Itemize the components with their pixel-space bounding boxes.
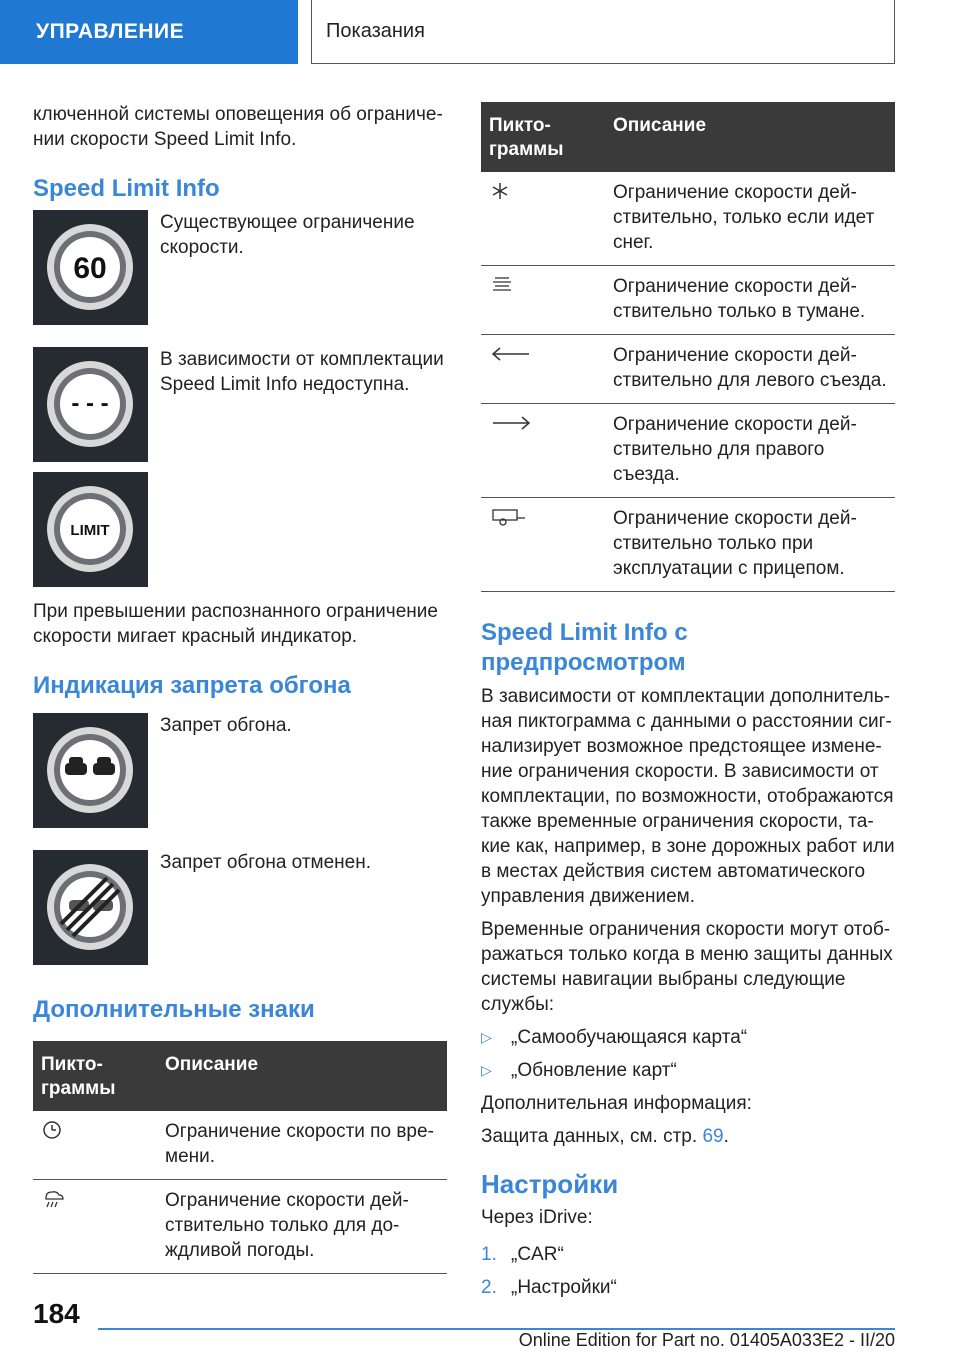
table-row xyxy=(481,498,895,592)
speed-limit-info-heading: Speed Limit Info xyxy=(33,175,220,202)
triangle-bullet-icon: ▷ xyxy=(481,1062,492,1078)
sign-row-limit xyxy=(33,472,447,587)
desc-cell: Ограничение скорости действительно только в тумане. xyxy=(605,266,895,335)
table-row xyxy=(481,335,895,404)
page-link[interactable]: 69 xyxy=(702,1126,724,1147)
page-number: 184 xyxy=(33,1298,80,1329)
list-item xyxy=(481,1275,895,1300)
desc-cell: Ограничение скорости действительно для правого съезда. xyxy=(605,404,895,498)
step-number: 1. xyxy=(481,1244,497,1265)
snowflake-icon xyxy=(489,180,511,202)
step-number: 2. xyxy=(481,1277,497,1298)
desc-cell: Ограничение скорости действительно только для дождливой погоды. xyxy=(157,1180,447,1274)
sign-text-60: 60 xyxy=(73,252,107,285)
sign-desc: В зависимости от комплектации Speed Limit Info недоступна. xyxy=(160,349,444,395)
table-header-row xyxy=(33,1041,447,1111)
table-row xyxy=(481,172,895,266)
pict-cell xyxy=(481,404,605,498)
pict-cell xyxy=(33,1111,157,1180)
triangle-bullet-icon: ▷ xyxy=(481,1029,492,1045)
no-overtaking-heading: Индикация запрета обгона xyxy=(33,672,351,699)
col-header-description: Описание xyxy=(605,102,895,172)
clock-icon xyxy=(41,1119,63,1141)
additional-signs-heading: Дополнительные знаки xyxy=(33,996,315,1023)
header-subsection: Показания xyxy=(311,0,895,64)
fog-icon xyxy=(489,274,515,296)
unavailable-sign-icon xyxy=(33,347,148,462)
data-protection-ref xyxy=(481,1124,895,1149)
exceed-note: При превышении распознанного ограничение скорости мигает красный индикатор. xyxy=(33,601,438,647)
trailer-icon xyxy=(489,506,529,528)
pict-cell xyxy=(481,172,605,266)
desc-cell: Ограничение скорости действительно только при эксплуатации с прицепом. xyxy=(605,498,895,592)
col-header-pictograms: Пиктограммы xyxy=(481,102,605,172)
additional-signs-table xyxy=(33,1041,447,1274)
table-row xyxy=(481,266,895,335)
rain-icon xyxy=(41,1188,65,1210)
pict-cell xyxy=(481,498,605,592)
limit-sign-icon xyxy=(33,472,148,587)
left-column xyxy=(33,102,447,1274)
list-item xyxy=(481,1242,895,1267)
sign-desc: Запрет обгона. xyxy=(160,715,292,736)
sign-row-unavailable xyxy=(33,347,447,462)
pict-cell xyxy=(481,266,605,335)
settings-intro: Через iDrive: xyxy=(481,1207,593,1228)
pictogram-table xyxy=(481,102,895,592)
preview-heading: Speed Limit Info с предпросмотром xyxy=(481,619,688,676)
list-item xyxy=(481,1025,895,1050)
sign-text-limit: LIMIT xyxy=(70,522,110,539)
sign-row-60 xyxy=(33,210,447,325)
sign-desc: Запрет обгона отменен. xyxy=(160,852,371,873)
sign-text-dashes: - - - xyxy=(71,390,109,417)
pict-cell xyxy=(33,1180,157,1274)
pict-cell xyxy=(481,335,605,404)
table-row xyxy=(33,1180,447,1274)
bullet-text: „Обновление карт“ xyxy=(511,1060,677,1081)
more-info-label: Дополнительная информация: xyxy=(481,1093,752,1114)
no-overtaking-end-sign-icon xyxy=(33,850,148,965)
table-row xyxy=(481,404,895,498)
ref-end: . xyxy=(723,1126,729,1147)
step-text: „CAR“ xyxy=(511,1244,564,1265)
col-header-pictograms: Пиктограммы xyxy=(33,1041,157,1111)
no-overtaking-sign-icon xyxy=(33,713,148,828)
sign-desc: Существующее ограничение скорости. xyxy=(160,212,415,258)
desc-cell: Ограничение скорости действительно для левого съезда. xyxy=(605,335,895,404)
list-item xyxy=(481,1058,895,1083)
desc-cell: Ограничение скорости по времени. xyxy=(157,1111,447,1180)
right-column xyxy=(481,102,895,1300)
table-row xyxy=(33,1111,447,1180)
header-section: УПРАВЛЕНИЕ xyxy=(0,0,298,64)
desc-cell: Ограничение скорости действительно, только если идет снег. xyxy=(605,172,895,266)
step-text: „Настройки“ xyxy=(511,1277,617,1298)
speed-60-sign-icon xyxy=(33,210,148,325)
ref-text: Защита данных, см. стр. xyxy=(481,1126,698,1147)
col-header-description: Описание xyxy=(157,1041,447,1111)
sign-row-no-overtaking-end xyxy=(33,850,447,965)
intro-text: ключенной системы оповещения об ограничении скорости Speed Limit Info. xyxy=(33,104,443,150)
preview-paragraph-1: В зависимости от комплектации дополнительная пиктограмма с данными о расстоянии сигнализирует возможное предстоящее изменение ограничения скорости. В зависимости от комплектации, по возможности, отображаются также временные ограничения скорости, такие как, например, в зоне дорожных работ или в местах действия систем автоматического управления движением. xyxy=(481,686,895,907)
preview-paragraph-2: Временные ограничения скорости могут отображаться только когда в меню защиты данных системы навигации выбраны следующие службы: xyxy=(481,919,893,1015)
table-header-row xyxy=(481,102,895,172)
sign-row-no-overtaking xyxy=(33,713,447,828)
bullet-text: „Самообучающаяся карта“ xyxy=(511,1027,748,1048)
settings-heading: Настройки xyxy=(481,1169,619,1199)
arrow-right-icon xyxy=(489,412,533,434)
footer-edition: Online Edition for Part no. 01405A033E2 - II/20 xyxy=(518,1330,895,1350)
arrow-left-icon xyxy=(489,343,533,365)
